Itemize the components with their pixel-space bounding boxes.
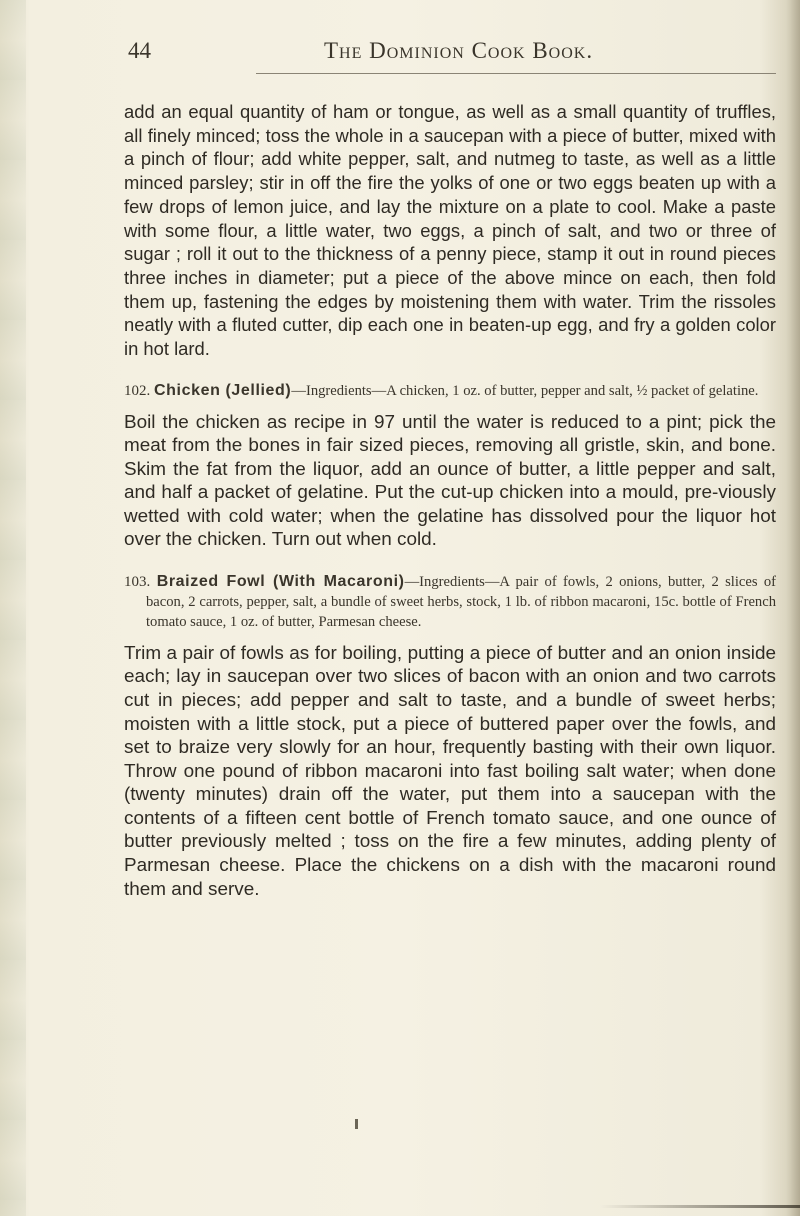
page-gutter-shadow [0, 0, 26, 1216]
running-title: The Dominion Cook Book. [324, 38, 594, 63]
page-edge-shadow [786, 0, 800, 1216]
recipe-title: Braized Fowl (With Macaroni) [156, 572, 405, 590]
bottom-edge-shadow [600, 1205, 800, 1208]
recipe-heading [124, 381, 776, 401]
print-mark [355, 1119, 358, 1129]
recipe-number: 102. [124, 382, 151, 399]
page-number: 44 [128, 38, 151, 63]
recipe-ingredients: —Ingredients—A pair of fowls, 2 onions, butter, 2 slices of bacon, 2 carrots, pepper, salt, a bundle of sweet herbs, stock, 1 lb. of ribbon macaroni, 15c. bottle of French tomato sauce, 1 oz. of butter, Parmesan cheese. [146, 573, 777, 630]
recipe-body: Trim a pair of fowls as for boiling, putting a piece of butter and an onion inside each; lay in saucepan over two slices of bacon with an onion and two carrots cut in pieces; add pepper and salt to taste, and a bundle of sweet herbs; moisten with a little stock, put a piece of buttered paper over the fowls, and set to braize very slowly for an hour, frequently basting with their own liquor. Throw one pound of ribbon macaroni into fast boiling salt water; when done (twenty minutes) drain off the water, put them into a saucepan with the contents of a fifteen cent bottle of French tomato sauce, and one ounce of butter previously melted ; toss on the fire a few minutes, adding plenty of Parmesan cheese. Place the chickens on a dish with the macaroni round them and serve. [124, 642, 776, 900]
page-body [124, 88, 776, 901]
continued-paragraph: add an equal quantity of ham or tongue, as well as a small quantity of truffles, all finely minced; toss the whole in a saucepan with a piece of butter, mixed with a pinch of flour; add white pepper, salt, and nutmeg to taste, as well as a little minced parsley; stir in off the fire the yolks of one or two eggs beaten up with a few drops of lemon juice, and lay the mixture on a plate to cool. Make a paste with some flour, a little water, two eggs, a pinch of salt, and two or three of sugar ; roll it out to the thickness of a penny piece, stamp it out in round pieces three inches in diameter; put a piece of the above mince on each, then fold them up, fastening the edges by moistening them with water. Trim the rissoles neatly with a fluted cutter, dip each one in beaten-up egg, and fry a golden color in hot lard. [124, 101, 776, 360]
recipe-body: Boil the chicken as recipe in 97 until the water is reduced to a pint; pick the meat from the bones in fair sized pieces, removing all gristle, skin, and bone. Skim the fat from the liquor, add an ounce of butter, a little pepper and salt, and half a packet of gelatine. Put the cut-up chicken into a mould, pre-viously wetted with cold water; when the gelatine has dissolved pour the liquor hot over the chicken. Turn out when cold. [124, 411, 776, 551]
recipe-number: 103. [124, 573, 151, 590]
recipe-heading [124, 572, 776, 632]
recipe-ingredients: —Ingredients—A chicken, 1 oz. of butter, pepper and salt, ½ packet of gelatine. [291, 382, 759, 399]
recipe-title: Chicken (Jellied) [154, 381, 292, 399]
header-rule [256, 73, 776, 74]
page-header [128, 38, 648, 78]
